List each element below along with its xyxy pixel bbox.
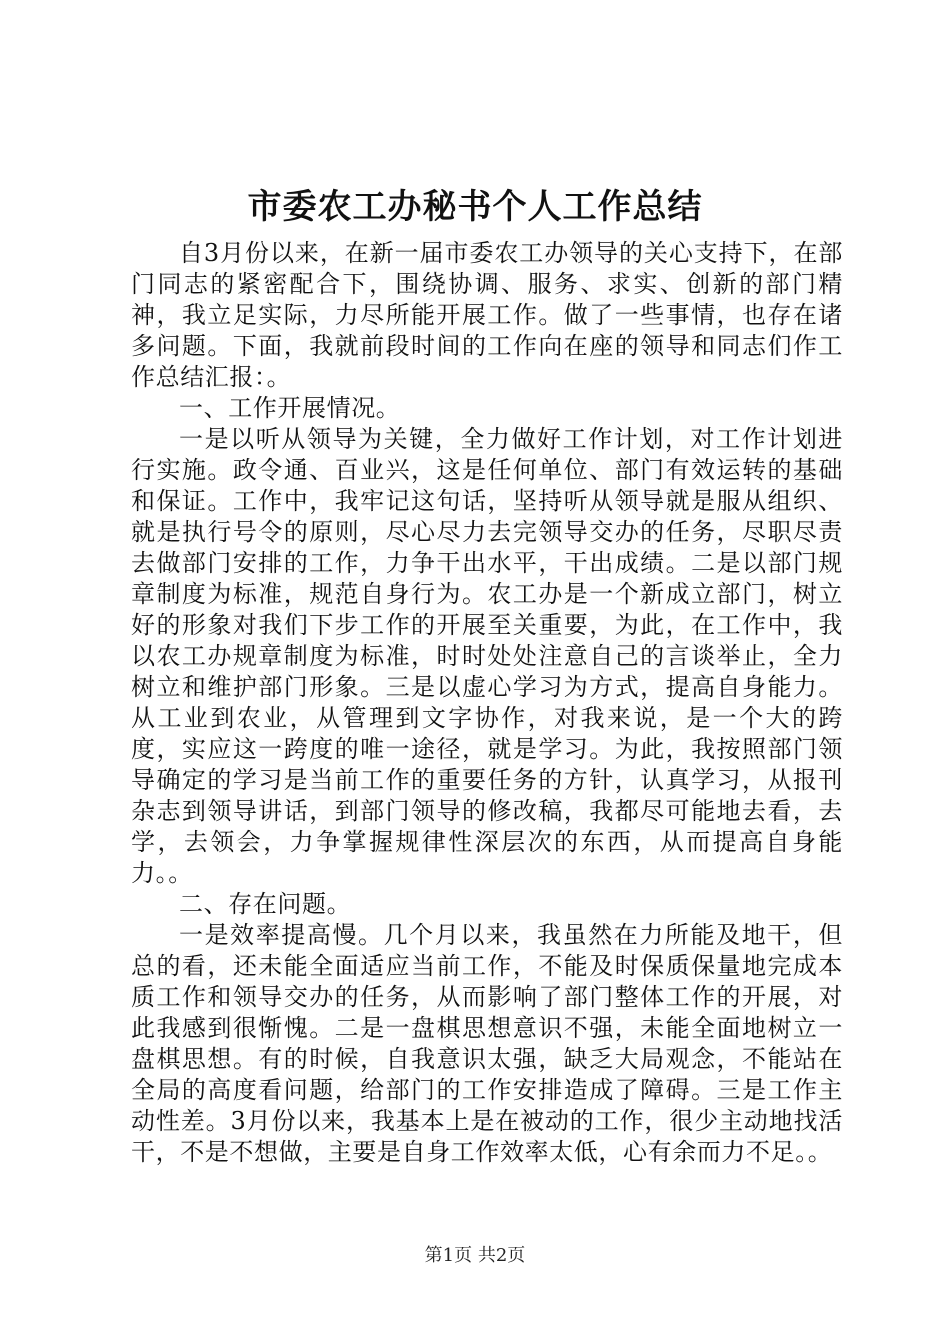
paragraph-intro: 自3月份以来，在新一届市委农工办领导的关心支持下，在部门同志的紧密配合下，围绕协调、服务、求实、创新的部门精神，我立足实际，力尽所能开展工作。做了一些事情，也存在诸多问题。下面，我就前段时间的工作向在座的领导和同志们作工作总结汇报：。	[131, 239, 843, 391]
document-title: 市委农工办秘书个人工作总结	[247, 187, 703, 227]
section-heading-problems: 二、存在问题。	[179, 890, 352, 918]
section-heading-work-progress: 一、工作开展情况。	[179, 394, 401, 422]
paragraph-problems: 一是效率提高慢。几个月以来，我虽然在力所能及地干，但总的看，还未能全面适应当前工作，不能及时保质保量地完成本质工作和领导交办的任务，从而影响了部门整体工作的开展，对此我感到很惭愧。二是一盘棋思想意识不强，未能全面地树立一盘棋思想。有的时候，自我意识太强，缺乏大局观念，不能站在全局的高度看问题，给部门的工作安排造成了障碍。三是工作主动性差。3月份以来，我基本上是在被动的工作，很少主动地找活干，不是不想做，主要是自身工作效率太低，心有余而力不足。。	[131, 921, 843, 1166]
paragraph-work-progress: 一是以听从领导为关键，全力做好工作计划，对工作计划进行实施。政令通、百业兴，这是任何单位、部门有效运转的基础和保证。工作中，我牢记这句话，坚持听从领导就是服从组织、就是执行号令的原则，尽心尽力去完领导交办的任务，尽职尽责去做部门安排的工作，力争干出水平，干出成绩。二是以部门规章制度为标准，规范自身行为。农工办是一个新成立部门，树立好的形象对我们下步工作的开展至关重要，为此，在工作中，我以农工办规章制度为标准，时时处处注意自己的言谈举止，全力树立和维护部门形象。三是以虚心学习为方式，提高自身能力。从工业到农业，从管理到文字协作，对我来说，是一个大的跨度，实应这一跨度的唯一途径，就是学习。为此，我按照部门领导确定的学习是当前工作的重要任务的方针，认真学习，从报刊杂志到领导讲话，到部门领导的修改稿，我都尽可能地去看，去学，去领会，力争掌握规律性深层次的东西，从而提高自身能力。。	[131, 425, 843, 887]
document-body	[131, 238, 843, 1168]
page-number-footer: 第1页 共2页	[424, 1245, 526, 1266]
